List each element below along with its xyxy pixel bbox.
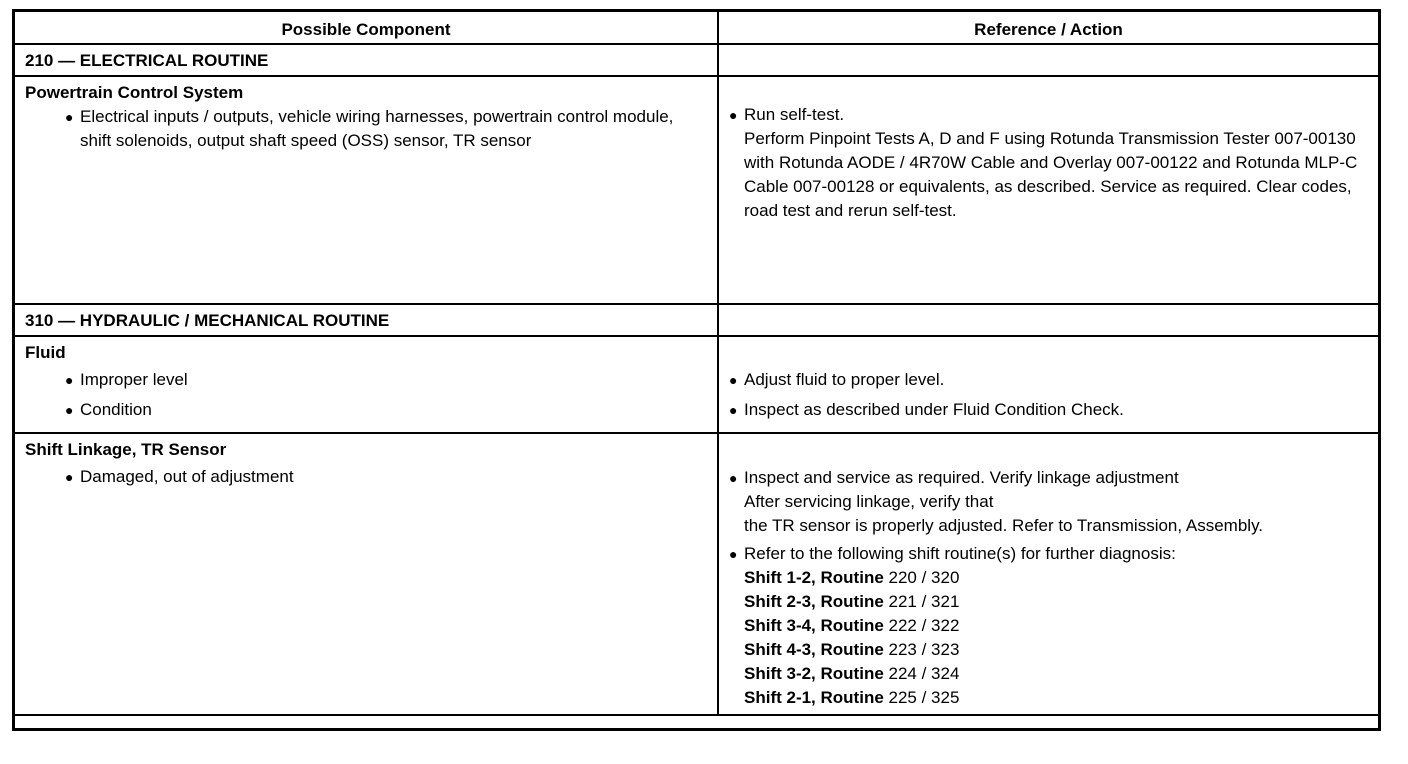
routine-title-hydraulic: 310 — HYDRAULIC / MECHANICAL ROUTINE (15, 304, 718, 336)
action-cell (718, 336, 1378, 433)
list-item: ● Inspect and service as required. Verify linkage adjustment (729, 466, 1368, 490)
shift-routine-item: Shift 2-3, Routine 221 / 321 (744, 592, 960, 611)
bullet-icon: ● (729, 402, 738, 418)
component-heading: Shift Linkage, TR Sensor (25, 440, 227, 459)
routine-blank-cell (718, 44, 1378, 76)
action-cell (718, 433, 1378, 715)
component-list (25, 105, 707, 153)
bullet-icon: ● (729, 107, 738, 123)
list-item: ● Improper level (65, 365, 707, 395)
routine-title-electrical: 210 — ELECTRICAL ROUTINE (15, 44, 718, 76)
shift-routine-item: Shift 4-3, Routine 223 / 323 (744, 640, 960, 659)
component-list (25, 365, 707, 425)
component-list (25, 462, 707, 492)
component-cell (15, 336, 718, 433)
action-text: Perform Pinpoint Tests A, D and F using Rotunda Transmission Tester 007-00130 with Rotunda AODE / 4R70W Cable and Overlay 007-00122 and Rotunda MLP-C Cable 007-00128 or equivalents, as described. Service as required. Clear codes, road test and rerun self-test. (744, 129, 1358, 220)
diagnosis-table-frame (12, 9, 1381, 731)
list-item: ● Damaged, out of adjustment (65, 462, 707, 492)
table-row-linkage (15, 433, 1378, 715)
table-row-powertrain (15, 76, 1378, 304)
column-header-action: Reference / Action (718, 12, 1378, 44)
list-item: ● Run self-test. (729, 103, 1368, 127)
table-row-fluid (15, 336, 1378, 433)
bullet-icon: ● (729, 546, 738, 562)
list-item: ● Electrical inputs / outputs, vehicle wiring harnesses, powertrain control module, shift solenoids, output shaft speed (OSS) sensor, TR sensor (65, 107, 674, 150)
routine-row-hydraulic (15, 304, 1378, 336)
action-cell (718, 76, 1378, 304)
bullet-icon: ● (65, 402, 74, 418)
column-header-component: Possible Component (15, 12, 718, 44)
list-item: ● Condition (65, 395, 707, 425)
diagnosis-table (15, 12, 1378, 716)
bullet-icon: ● (65, 109, 74, 125)
action-list (729, 466, 1368, 490)
list-item: ● Inspect as described under Fluid Condition Check. (729, 395, 1368, 425)
routine-row-electrical (15, 44, 1378, 76)
shift-routine-item: Shift 3-4, Routine 222 / 322 (744, 616, 960, 635)
action-list (729, 103, 1368, 127)
shift-routine-item: Shift 3-2, Routine 224 / 324 (744, 664, 960, 683)
routine-blank-cell (718, 304, 1378, 336)
component-heading: Fluid (25, 343, 66, 362)
component-heading: Powertrain Control System (25, 83, 244, 102)
bullet-icon: ● (65, 372, 74, 388)
component-cell (15, 76, 718, 304)
bullet-icon: ● (729, 372, 738, 388)
action-text: After servicing linkage, verify that (744, 492, 994, 511)
bullet-icon: ● (729, 470, 738, 486)
action-list (729, 542, 1368, 566)
shift-routine-item: Shift 1-2, Routine 220 / 320 (744, 568, 960, 587)
list-item: ● Refer to the following shift routine(s) for further diagnosis: (729, 542, 1368, 566)
shift-routine-list (729, 566, 1368, 710)
action-list (729, 365, 1368, 425)
action-text: the TR sensor is properly adjusted. Refer to Transmission, Assembly. (744, 516, 1264, 535)
list-item: ● Adjust fluid to proper level. (729, 365, 1368, 395)
component-cell (15, 433, 718, 715)
shift-routine-item: Shift 2-1, Routine 225 / 325 (744, 688, 960, 707)
header-row (15, 12, 1378, 44)
bullet-icon: ● (65, 469, 74, 485)
